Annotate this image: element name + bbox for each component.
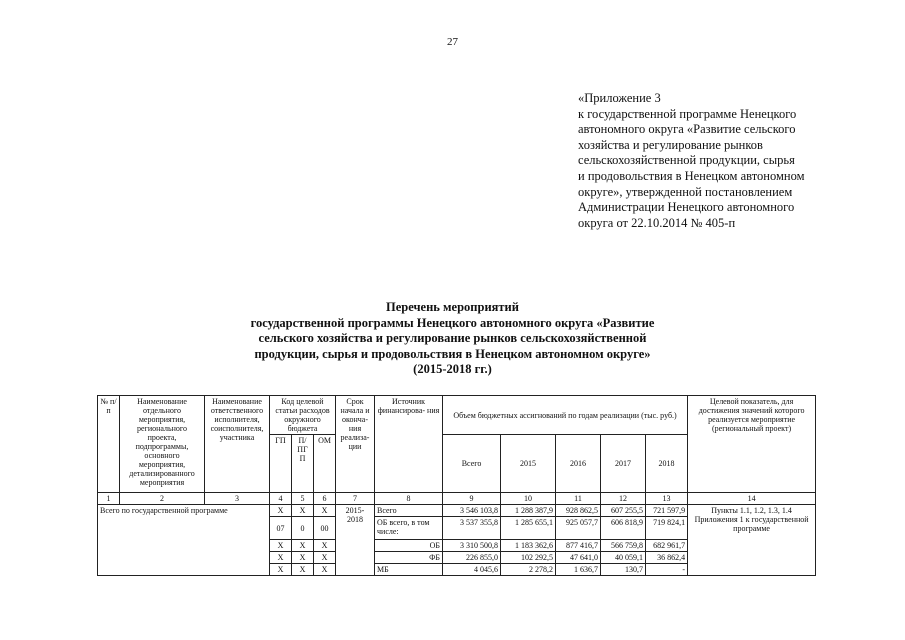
cell-source: Всего <box>375 505 443 517</box>
program-name-cell <box>98 505 270 576</box>
col-number: 6 <box>314 493 336 505</box>
cell-2017: 566 759,8 <box>601 540 646 552</box>
col-number: 12 <box>601 493 646 505</box>
cell-2016: 925 057,7 <box>556 517 601 540</box>
cell-2016: 877 416,7 <box>556 540 601 552</box>
cell-total: 3 546 103,8 <box>443 505 501 517</box>
header-2017: 2017 <box>601 435 646 493</box>
title-line: продукции, сырья и продовольствия в Ненецком автономном округе» <box>254 346 651 361</box>
cell-pgp: X <box>292 540 314 552</box>
header-executor: Наименование ответственного исполнителя, соисполнителя, участника <box>205 396 270 493</box>
cell-2017: 607 255,5 <box>601 505 646 517</box>
cell-source: МБ <box>375 564 443 576</box>
header-term: Срок начала и оконча- ния реализа- ции <box>336 396 375 493</box>
page-number: 27 <box>447 36 458 48</box>
col-number: 1 <box>98 493 120 505</box>
cell-2015: 1 183 362,6 <box>501 540 556 552</box>
cell-om: X <box>314 564 336 576</box>
cell-total: 3 310 500,8 <box>443 540 501 552</box>
cell-gp: X <box>270 505 292 517</box>
col-number: 10 <box>501 493 556 505</box>
cell-om: 00 <box>314 517 336 540</box>
column-number-row <box>98 493 816 505</box>
col-number: 3 <box>205 493 270 505</box>
cell-2015: 1 285 655,1 <box>501 517 556 540</box>
appendix-line: Администрации Ненецкого автономного <box>578 200 795 215</box>
col-number: 11 <box>556 493 601 505</box>
cell-source: ОБ всего, в том числе: <box>375 517 443 540</box>
appendix-line: и продовольствия в Ненецком автономном <box>578 168 805 183</box>
cell-gp: 07 <box>270 517 292 540</box>
header-gp: ГП <box>270 435 292 493</box>
cell-source: ФБ <box>375 552 443 564</box>
cell-2015: 102 292,5 <box>501 552 556 564</box>
header-volume: Объем бюджетных ассигнований по годам реализации (тыс. руб.) <box>443 396 688 435</box>
cell-2018: 36 862,4 <box>646 552 688 564</box>
header-total: Всего <box>443 435 501 493</box>
cell-2018: - <box>646 564 688 576</box>
header-num: № п/п <box>98 396 120 493</box>
title-line: государственной программы Ненецкого автономного округа «Развитие <box>250 315 655 330</box>
cell-total: 4 045,6 <box>443 564 501 576</box>
cell-2017: 606 818,9 <box>601 517 646 540</box>
cell-om: X <box>314 540 336 552</box>
measures-table <box>97 395 816 576</box>
title-line: сельского хозяйства и регулирование рынков сельскохозяйственной <box>258 331 647 345</box>
cell-2017: 130,7 <box>601 564 646 576</box>
col-number: 4 <box>270 493 292 505</box>
header-pgp: П/ ПГ П <box>292 435 314 493</box>
col-number: 7 <box>336 493 375 505</box>
cell-gp: X <box>270 564 292 576</box>
cell-2016: 1 636,7 <box>556 564 601 576</box>
header-code: Код целевой статьи расходов окружного бюджета <box>270 396 336 435</box>
cell-om: X <box>314 505 336 517</box>
appendix-line: «Приложение 3 <box>578 91 661 105</box>
document-title <box>180 300 725 378</box>
appendix-line: округа от 22.10.2014 № 405-п <box>578 215 736 230</box>
header-source: Источник финансирова- ния <box>375 396 443 493</box>
col-number: 13 <box>646 493 688 505</box>
cell-2018: 719 824,1 <box>646 517 688 540</box>
cell-om: X <box>314 552 336 564</box>
term-cell: 2015-2018 <box>336 505 375 576</box>
appendix-note <box>578 91 878 231</box>
cell-2017: 40 059,1 <box>601 552 646 564</box>
header-name: Наименование отдельного мероприятия, регионального проекта, подпрограммы, основного мероприятия, детализированного мероприятия <box>120 396 205 493</box>
cell-gp: X <box>270 540 292 552</box>
cell-2016: 47 641,0 <box>556 552 601 564</box>
cell-2016: 928 862,5 <box>556 505 601 517</box>
cell-pgp: X <box>292 552 314 564</box>
cell-total: 226 855,0 <box>443 552 501 564</box>
col-number: 2 <box>120 493 205 505</box>
cell-2018: 682 961,7 <box>646 540 688 552</box>
col-number: 8 <box>375 493 443 505</box>
col-number: 5 <box>292 493 314 505</box>
cell-gp: X <box>270 552 292 564</box>
header-indicator: Целевой показатель, для достижения значений которого реализуется мероприятие (региональный проект) <box>688 396 816 493</box>
appendix-line: округе», утвержденной постановлением <box>578 184 793 199</box>
header-2018: 2018 <box>646 435 688 493</box>
cell-2015: 2 278,2 <box>501 564 556 576</box>
header-om: ОМ <box>314 435 336 493</box>
title-line: (2015-2018 гг.) <box>413 362 492 376</box>
table-row <box>98 505 816 517</box>
col-number: 9 <box>443 493 501 505</box>
appendix-line: к государственной программе Ненецкого <box>578 106 797 121</box>
col-number: 14 <box>688 493 816 505</box>
program-name: Всего по государственной программе <box>100 506 228 515</box>
cell-source: ОБ <box>375 540 443 552</box>
indicator-cell: Пункты 1.1, 1.2, 1.3, 1.4 Приложения 1 к государственной программе <box>688 505 816 576</box>
header-2016: 2016 <box>556 435 601 493</box>
cell-2018: 721 597,9 <box>646 505 688 517</box>
title-line: Перечень мероприятий <box>386 300 519 314</box>
header-row <box>98 396 816 435</box>
appendix-line: сельскохозяйственной продукции, сырья <box>578 153 795 168</box>
appendix-line: хозяйства и регулирование рынков <box>578 137 763 152</box>
cell-2015: 1 288 387,9 <box>501 505 556 517</box>
cell-total: 3 537 355,8 <box>443 517 501 540</box>
appendix-line: автономного округа «Развитие сельского <box>578 122 796 137</box>
cell-pgp: 0 <box>292 517 314 540</box>
header-2015: 2015 <box>501 435 556 493</box>
cell-pgp: X <box>292 564 314 576</box>
cell-pgp: X <box>292 505 314 517</box>
